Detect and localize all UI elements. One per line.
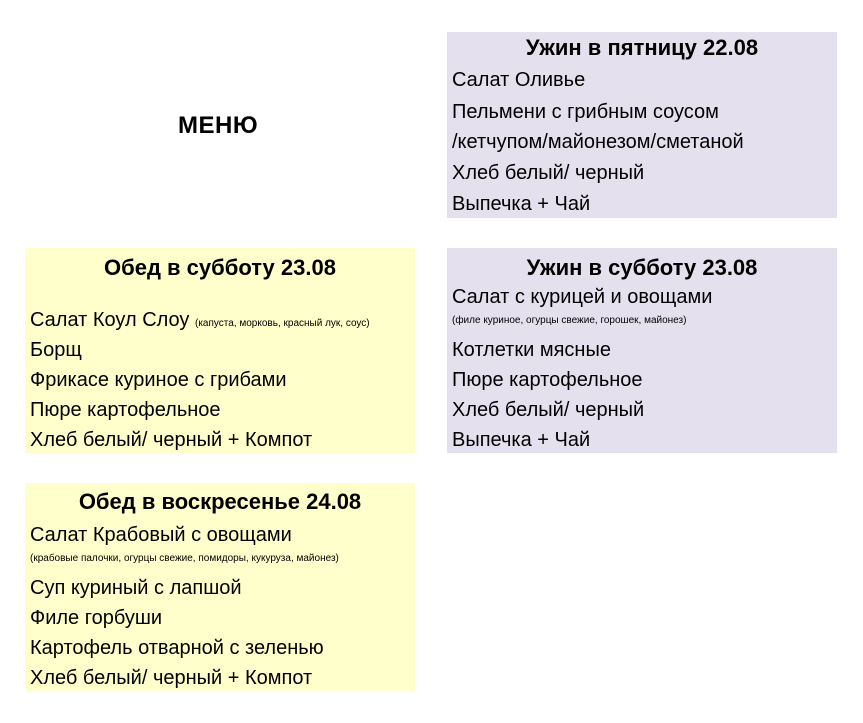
saturday-lunch-item: Борщ [30,339,82,361]
page-title: МЕНЮ [178,112,259,139]
sunday-lunch-title: Обед в воскресенье 24.08 [78,489,362,514]
saturday-dinner-item: Пюре картофельное [452,369,643,391]
sunday-lunch-item: Суп куриный с лапшой [30,577,242,599]
saturday-lunch-item [30,309,370,332]
friday-dinner-item: Хлеб белый/ черный [452,162,645,184]
sunday-lunch-block [25,483,415,691]
friday-dinner-title: Ужин в пятницу 22.08 [525,35,759,60]
saturday-dinner-block [447,248,837,453]
friday-dinner-block [447,32,837,218]
saturday-lunch-item: Пюре картофельное [30,399,221,421]
sunday-lunch-item: Филе горбуши [30,607,163,629]
friday-dinner-item: Выпечка + Чай [452,193,591,215]
saturday-lunch-item: Хлеб белый/ черный + Компот [30,429,313,451]
saturday-lunch-item-note: (капуста, морковь, красный лук, соус) [195,318,370,329]
friday-dinner-item: Пельмени с грибным соусом [452,101,719,123]
saturday-lunch-item: Фрикасе куриное с грибами [30,369,287,391]
saturday-lunch-item-name: Салат Коул Слоу [30,309,190,331]
sunday-lunch-item-note: (крабовые палочки, огурцы свежие, помидоры, кукуруза, майонез) [30,553,339,564]
saturday-lunch-title: Обед в субботу 23.08 [104,255,336,280]
saturday-dinner-item: Выпечка + Чай [452,429,591,451]
friday-dinner-item: /кетчупом/майонезом/сметаной [452,131,744,153]
sunday-lunch-item: Салат Крабовый с овощами [30,524,292,546]
sunday-lunch-item: Картофель отварной с зеленью [30,637,324,659]
saturday-dinner-item: Котлетки мясные [452,339,611,361]
saturday-lunch-block [25,248,415,453]
sunday-lunch-item: Хлеб белый/ черный + Компот [30,667,313,689]
friday-dinner-item: Салат Оливье [452,69,586,91]
saturday-dinner-item: Салат с курицей и овощами [452,286,713,308]
saturday-dinner-item-note: (филе куриное, огурцы свежие, горошек, майонез) [452,315,687,326]
saturday-dinner-item: Хлеб белый/ черный [452,399,645,421]
saturday-dinner-title: Ужин в субботу 23.08 [526,255,758,280]
